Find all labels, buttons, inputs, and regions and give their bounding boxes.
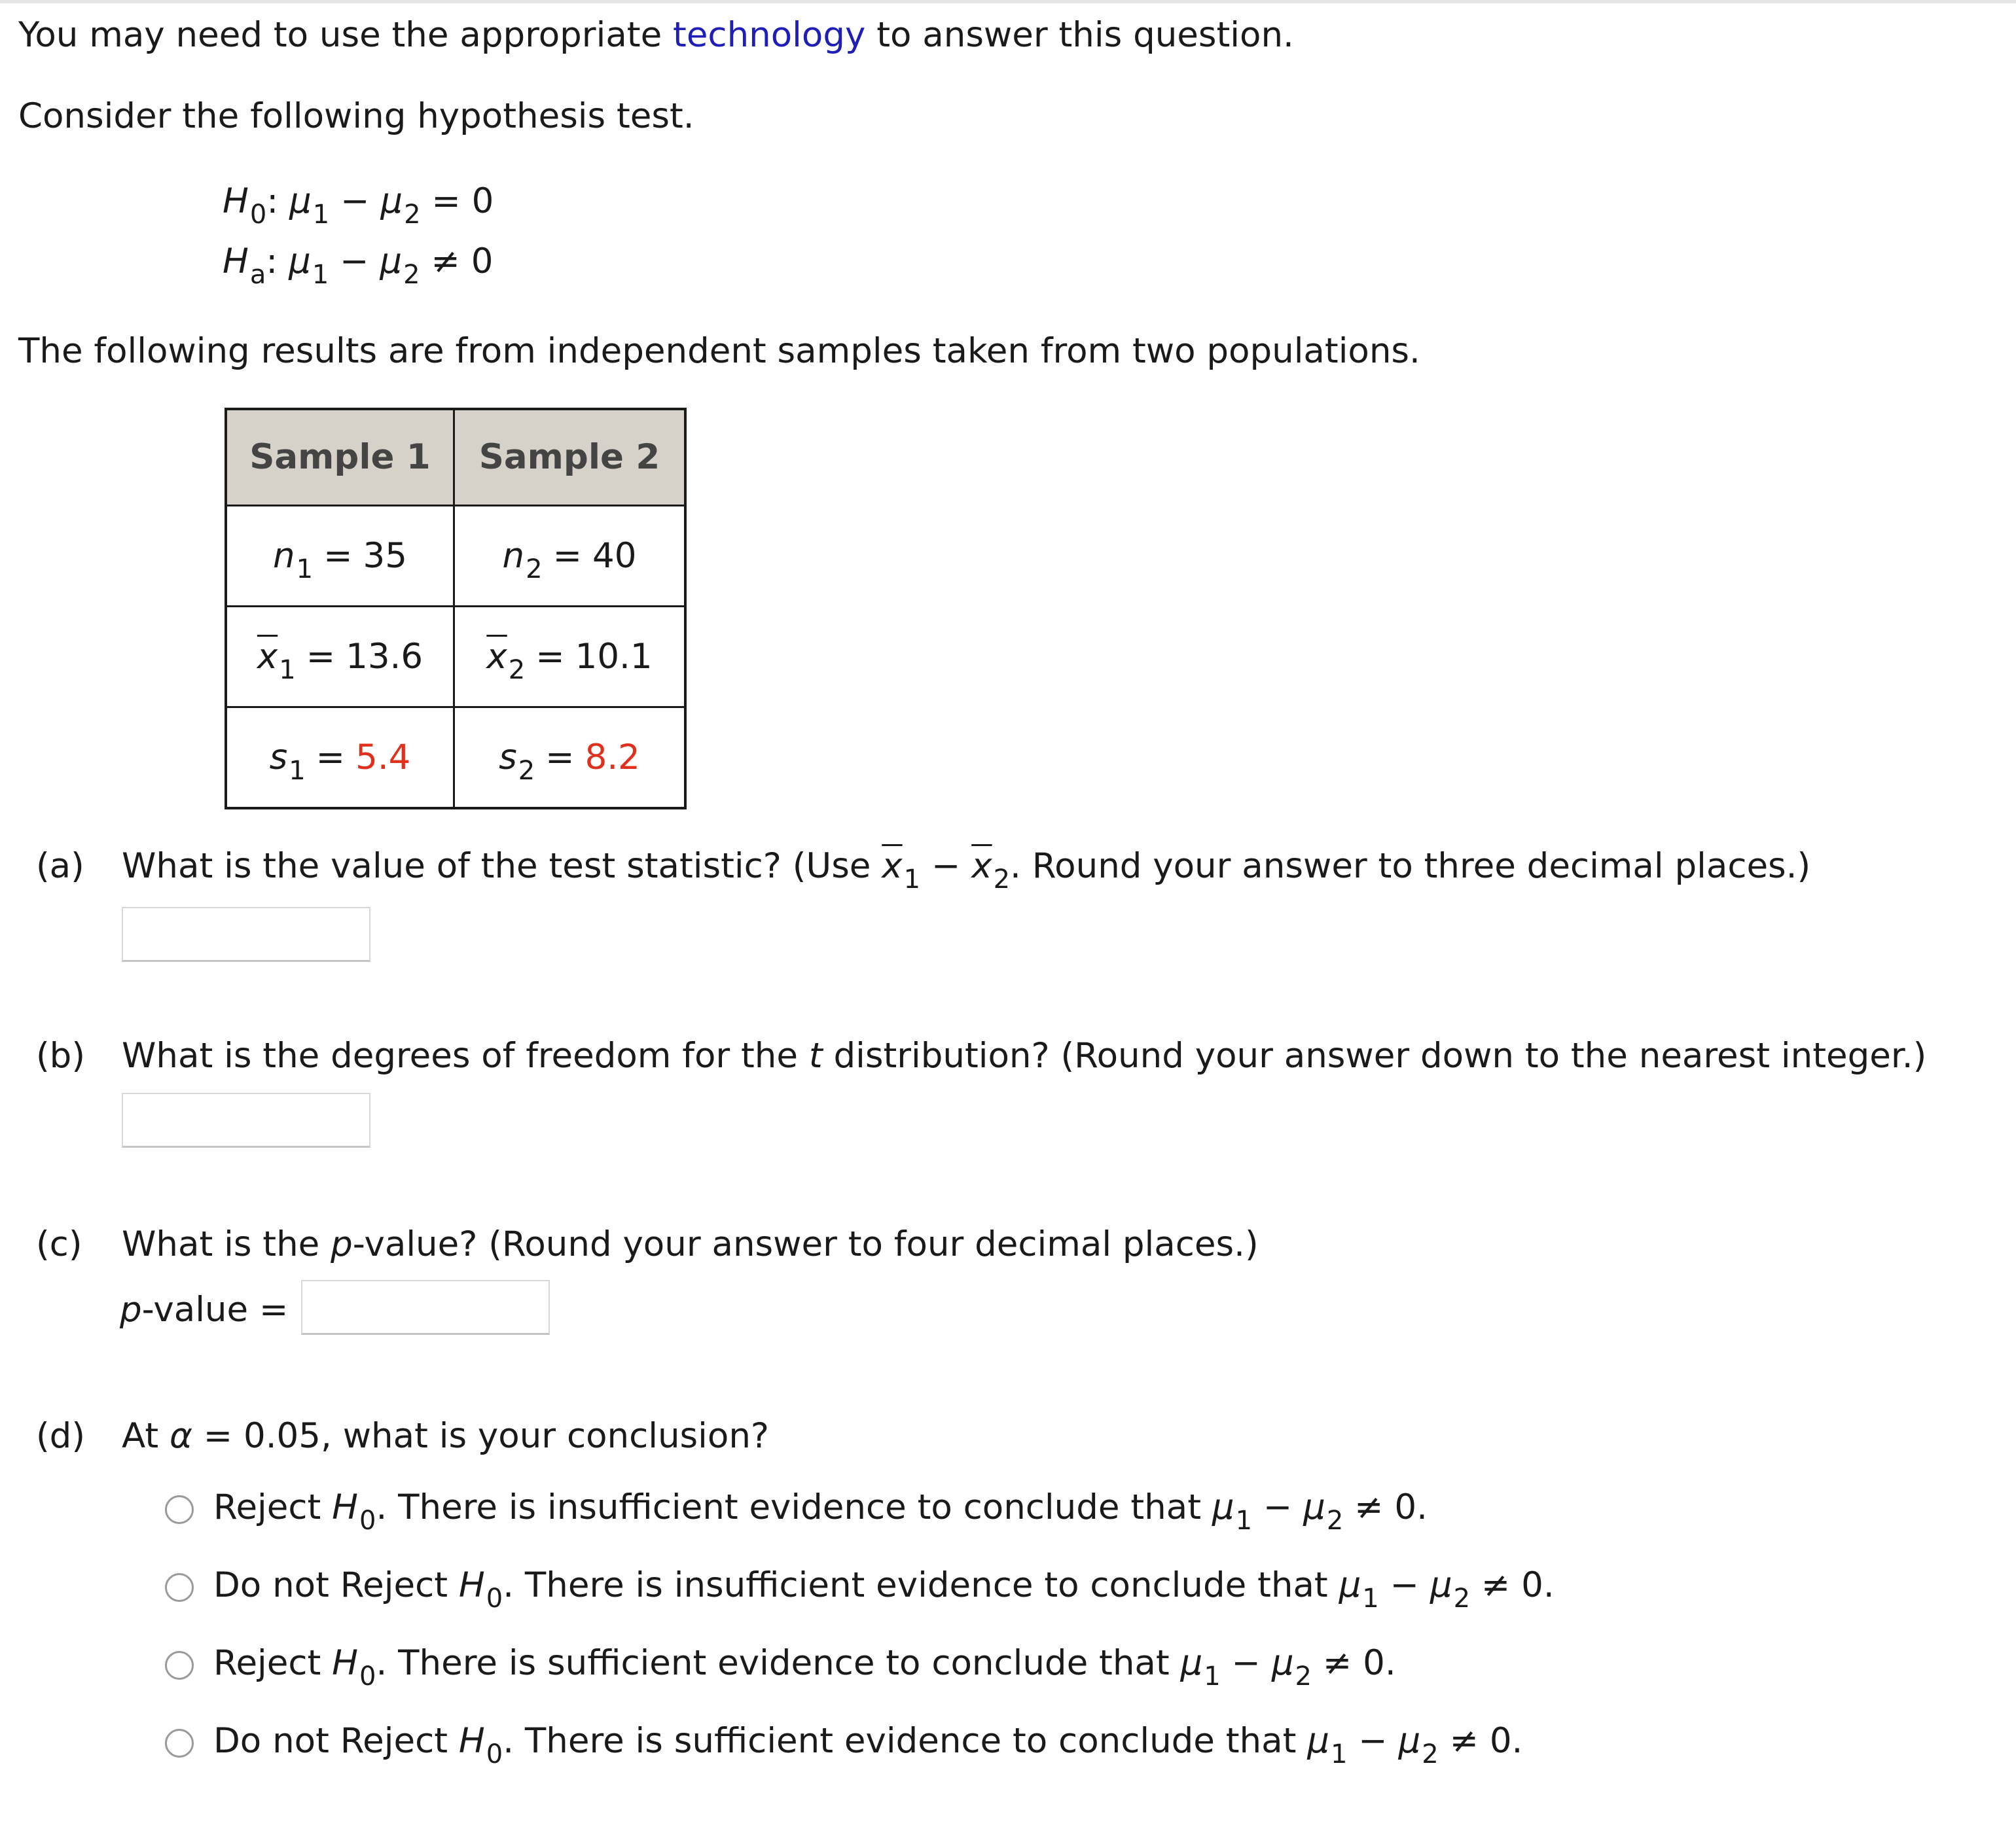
option-3-label[interactable]: Reject $H_0$. There is sufficient evidence to conclude that $\mu_1 - \mu_2 \ne 0$. (213, 1643, 1396, 1692)
part-d-label: (d) (36, 1416, 85, 1456)
pvalue-input[interactable] (301, 1280, 550, 1335)
test-statistic-input[interactable] (122, 907, 370, 962)
part-c-question: What is the p-value? (Round your answer to four decimal places.) (122, 1224, 1259, 1264)
results-text: The following results are from independent samples taken from two populations. (18, 331, 1420, 371)
option-3-radio[interactable] (165, 1651, 194, 1680)
part-b-question: What is the degrees of freedom for the t distribution? (Round your answer down to the nearest integer.) (122, 1036, 1927, 1076)
x2-cell: $\overline{x}_2 = 10.1$ (454, 607, 686, 707)
table-row (226, 707, 685, 809)
option-1-label[interactable]: Reject $H_0$. There is insufficient evidence to conclude that $\mu_1 - \mu_2 \ne 0$. (213, 1487, 1428, 1536)
technology-link[interactable]: technology (673, 15, 866, 55)
option-2-radio[interactable] (165, 1573, 194, 1602)
intro-text: You may need to use the appropriate technology to answer this question. (18, 15, 1294, 55)
alternative-hypothesis: $H_a$: $\mu_1 - \mu_2 \ne 0$ (223, 241, 494, 290)
part-b-label: (b) (36, 1036, 85, 1076)
samples-table (225, 408, 687, 809)
table-header-row (226, 409, 685, 506)
pvalue-label: p-value = (120, 1290, 289, 1330)
sample2-header: Sample 2 (454, 409, 686, 506)
n1-cell: $n_1 = 35$ (226, 506, 454, 607)
option-1-radio[interactable] (165, 1495, 194, 1524)
part-a-question: What is the value of the test statistic? (Use $\overline{x}_1 - \overline{x}_2$. Round your answer to three decimal places.) (122, 846, 1811, 895)
degrees-of-freedom-input[interactable] (122, 1093, 370, 1148)
part-d-question: At α = 0.05, what is your conclusion? (122, 1416, 770, 1456)
option-2-label[interactable]: Do not Reject $H_0$. There is insufficient evidence to conclude that $\mu_1 - \mu_2 \ne 0$. (213, 1565, 1555, 1614)
option-4-radio[interactable] (165, 1729, 194, 1758)
top-border (0, 0, 2016, 3)
part-a-label: (a) (36, 846, 84, 886)
table-row (226, 607, 685, 707)
s1-cell: $s_1 = 5.4$ (226, 707, 454, 809)
consider-text: Consider the following hypothesis test. (18, 96, 694, 136)
s2-cell: $s_2 = 8.2$ (454, 707, 686, 809)
part-c-label: (c) (36, 1224, 82, 1264)
table-row (226, 506, 685, 607)
null-hypothesis: $H_0$: $\mu_1 - \mu_2 = 0$ (223, 181, 494, 230)
n2-cell: $n_2 = 40$ (454, 506, 686, 607)
x1-cell: $\overline{x}_1 = 13.6$ (226, 607, 454, 707)
option-4-label[interactable]: Do not Reject $H_0$. There is sufficient evidence to conclude that $\mu_1 - \mu_2 \ne 0$. (213, 1721, 1523, 1769)
sample1-header: Sample 1 (226, 409, 454, 506)
